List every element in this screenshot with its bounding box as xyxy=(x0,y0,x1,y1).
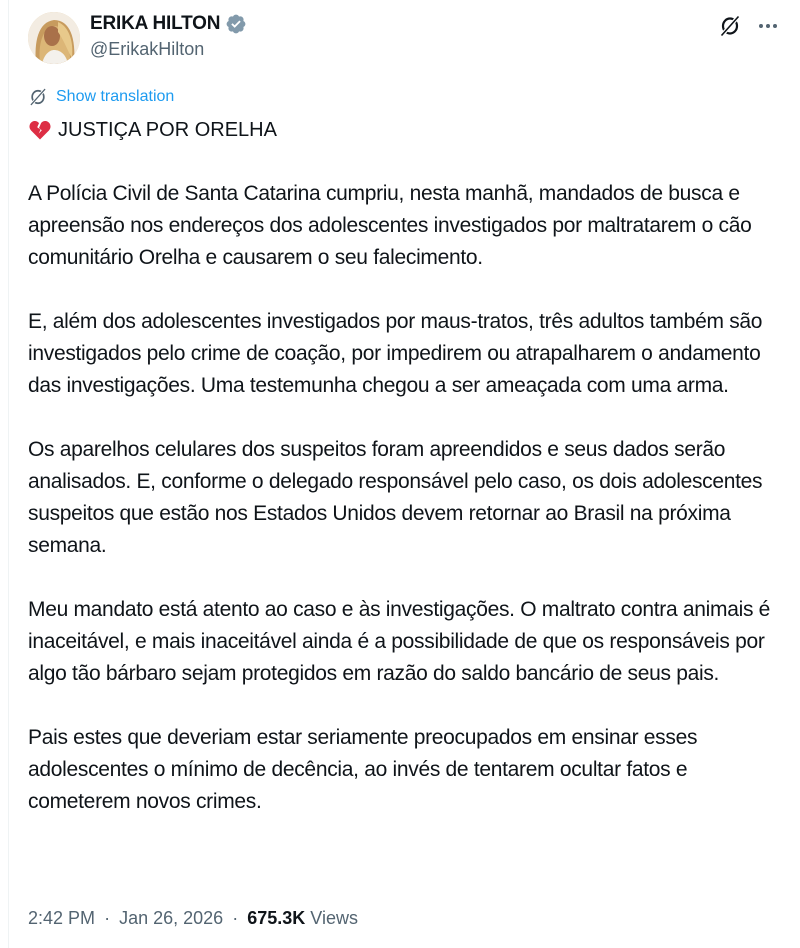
tweet-meta xyxy=(28,908,358,929)
tweet-paragraph: A Polícia Civil de Santa Catarina cumpriu, nesta manhã, mandados de busca e apreensão nos endereços dos adolescentes investigados por maltratarem o cão comunitário Orelha e causarem o seu falecimento. xyxy=(28,182,752,269)
more-dot xyxy=(759,24,763,28)
author-handle[interactable]: @ErikakHilton xyxy=(90,39,205,59)
tweet-paragraph: Pais estes que deveriam estar seriamente preocupados em ensinar esses adolescentes o mínimo de decência, ao invés de tentarem ocultar fatos e cometerem novos crimes. xyxy=(28,726,698,813)
translate-icon xyxy=(28,87,48,107)
more-dot xyxy=(766,24,770,28)
avatar[interactable] xyxy=(28,12,80,64)
avatar-image xyxy=(28,12,80,64)
tweet-paragraph: E, além dos adolescentes investigados por maus-tratos, três adultos também são investigados pelo crime de coação, por impedirem ou atrapalharem o andamento das investigações. Uma testemunha chegou a ser ameaçada com uma arma. xyxy=(28,310,763,397)
tweet-top-actions xyxy=(718,14,780,38)
author-names xyxy=(90,12,247,60)
views-count[interactable]: 675.3K xyxy=(247,908,306,928)
tweet-time[interactable]: 2:42 PM xyxy=(28,908,96,928)
meta-separator: · xyxy=(232,908,239,928)
column-border xyxy=(8,0,9,948)
tweet-paragraph: Meu mandato está atento ao caso e às investigações. O maltrato contra animais é inaceitável, e mais inaceitável ainda é a possibilidade de que os responsáveis por algo tão bárbaro sejam protegidos em razão do saldo bancário de seus pais. xyxy=(28,598,771,685)
more-options-icon[interactable] xyxy=(756,14,780,38)
tweet xyxy=(28,0,788,928)
verified-badge-icon[interactable] xyxy=(225,13,247,35)
tweet-paragraph: Os aparelhos celulares dos suspeitos foram apreendidos e seus dados serão analisados. E, conforme o delegado responsável pelo caso, os dois adolescentes suspeitos que estão nos Estados Unidos devem retornar ao Brasil na próxima semana. xyxy=(28,438,763,557)
broken-heart-icon xyxy=(28,118,52,142)
grok-icon[interactable] xyxy=(718,14,742,38)
more-dot xyxy=(773,24,777,28)
display-name[interactable]: ERIKA HILTON xyxy=(90,13,221,34)
tweet-title: JUSTIÇA POR ORELHA xyxy=(58,118,277,141)
tweet-header xyxy=(28,0,788,80)
show-translation-link[interactable]: Show translation xyxy=(56,88,175,105)
tweet-title-row xyxy=(28,118,277,142)
meta-separator: · xyxy=(104,908,111,928)
tweet-body xyxy=(28,178,788,850)
tweet-date[interactable]: Jan 26, 2026 xyxy=(119,908,224,928)
translate-row xyxy=(28,87,174,107)
display-name-row xyxy=(90,12,247,36)
views-label: Views xyxy=(310,908,358,928)
